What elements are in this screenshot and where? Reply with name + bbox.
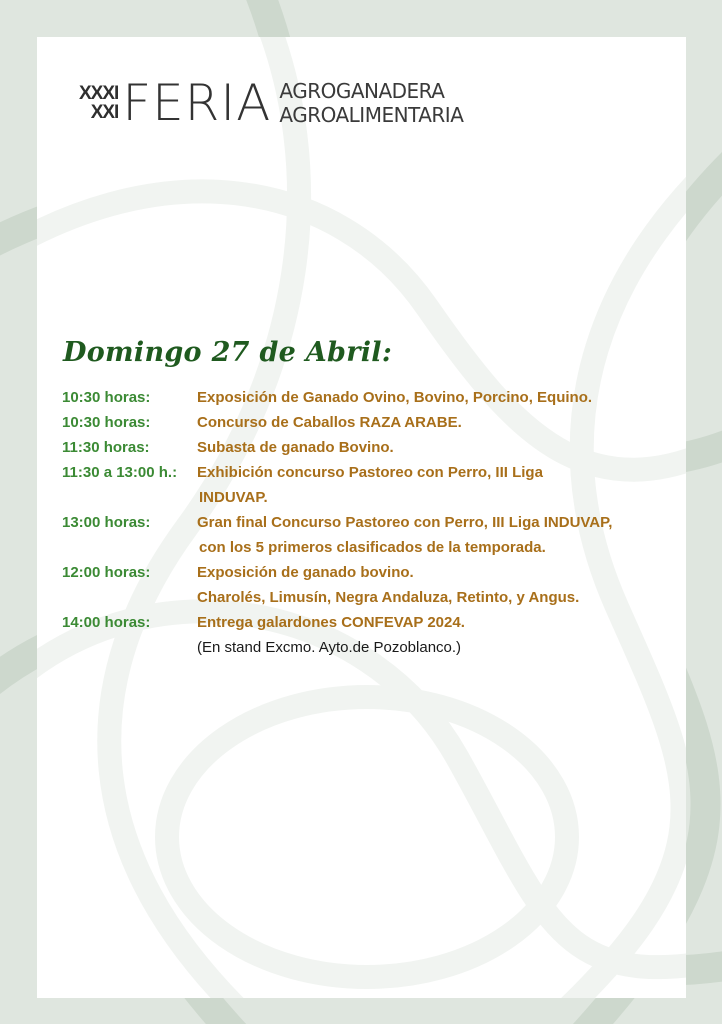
logo-roman-top: XXXI [79, 83, 119, 104]
schedule-event-line: Charolés, Limusín, Negra Andaluza, Retinto, y Angus. [197, 589, 580, 606]
schedule-event-line: Entrega galardones CONFEVAP 2024. [197, 614, 465, 631]
schedule-events [197, 435, 677, 460]
schedule-event-note: (En stand Excmo. Ayto.de Pozoblanco.) [197, 639, 462, 656]
day-title: Domingo 27 de Abril: [63, 337, 393, 368]
schedule-time: 12:00 horas: [62, 564, 151, 581]
schedule-time: 11:30 a 13:00 h.: [62, 464, 178, 481]
schedule-event-line: Exposición de ganado bovino. [197, 564, 414, 581]
schedule-row [62, 435, 677, 460]
schedule-row [62, 410, 677, 435]
schedule-event-line: Gran final Concurso Pastoreo con Perro, III Liga INDUVAP, [197, 514, 613, 531]
logo-edition-numerals [79, 84, 118, 122]
logo-roman-bottom: XXI [90, 102, 119, 123]
schedule-row [62, 385, 677, 410]
schedule-events [197, 510, 677, 560]
schedule-event-line: Exhibición concurso Pastoreo con Perro, III Liga [197, 464, 543, 481]
document-page [37, 37, 686, 998]
schedule-event-line: Subasta de ganado Bovino. [197, 439, 394, 456]
schedule-time: 10:30 horas: [62, 414, 151, 431]
fair-logo [79, 73, 463, 133]
logo-subtitle [279, 79, 463, 127]
schedule-event-line: INDUVAP. [199, 489, 268, 506]
logo-subtitle-line2: AGROALIMENTARIA [279, 103, 464, 127]
schedule-row [62, 510, 677, 560]
schedule-row [62, 610, 677, 660]
schedule-event-line: con los 5 primeros clasificados de la temporada. [199, 539, 546, 556]
schedule-events [197, 410, 677, 435]
schedule-row [62, 560, 677, 610]
schedule-events [197, 385, 677, 410]
schedule-time: 13:00 horas: [62, 514, 151, 531]
schedule-time: 11:30 horas: [62, 439, 150, 456]
logo-subtitle-line1: AGROGANADERA [279, 79, 445, 103]
schedule-list [62, 385, 677, 660]
schedule-time: 14:00 horas: [62, 614, 151, 631]
schedule-time: 10:30 horas: [62, 389, 151, 406]
schedule-events [197, 610, 677, 660]
schedule-events [197, 560, 677, 610]
schedule-events [197, 460, 677, 510]
schedule-event-line: Concurso de Caballos RAZA ARABE. [197, 414, 462, 431]
schedule-row [62, 460, 677, 510]
logo-feria-word: FERIA [122, 74, 272, 132]
schedule-event-line: Exposición de Ganado Ovino, Bovino, Porcino, Equino. [197, 389, 593, 406]
